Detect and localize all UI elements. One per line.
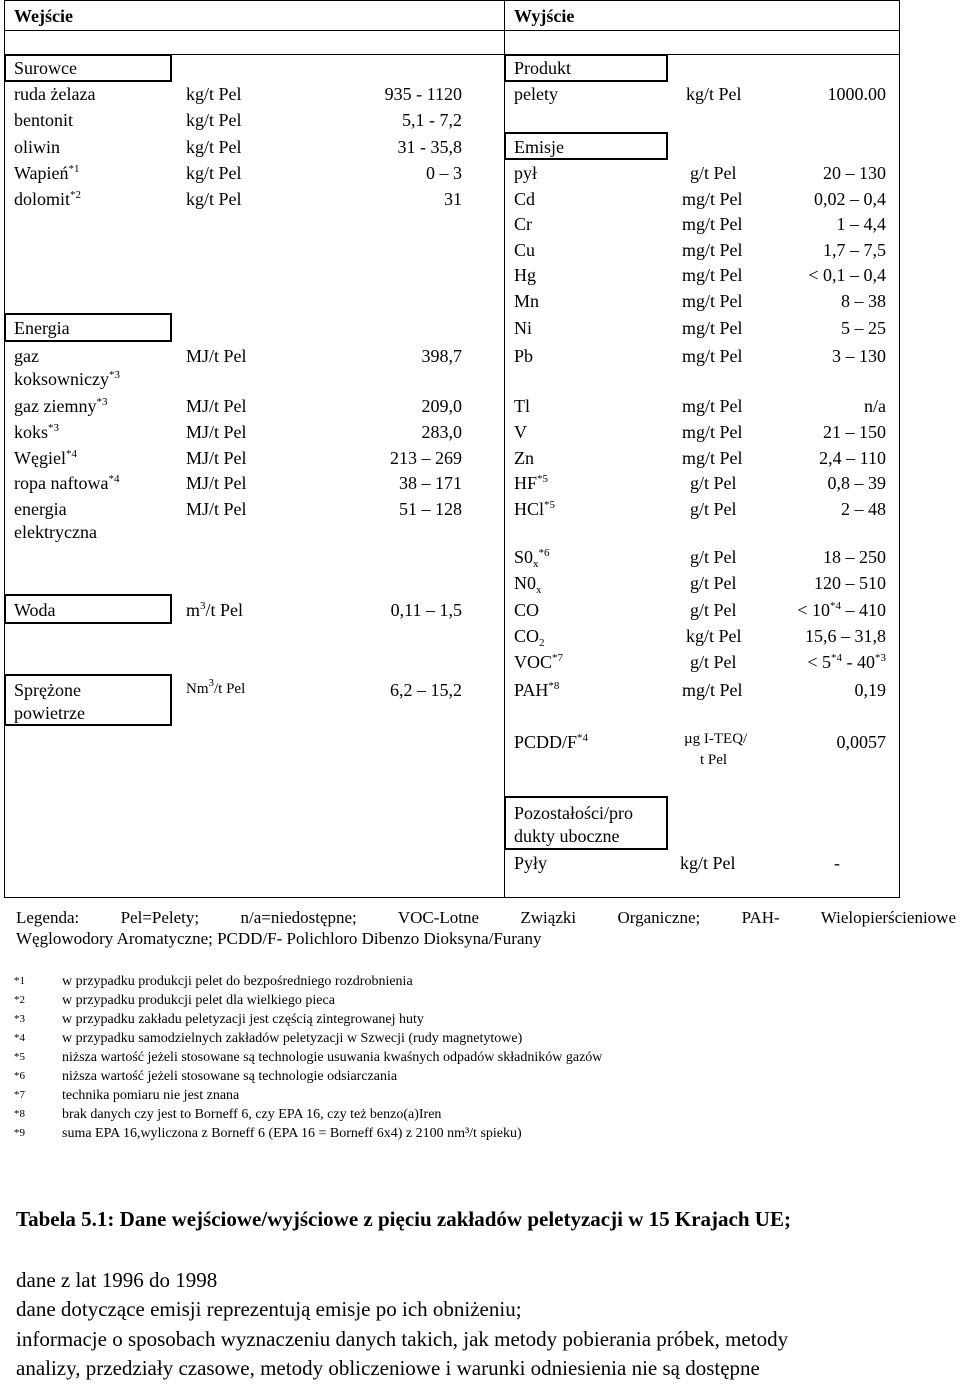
emission-name: Pb — [514, 346, 534, 366]
input-name: Węgiel$^{*4}$ — [14, 448, 77, 468]
emission-name: VOC$^{*7}$ — [514, 652, 564, 672]
emission-value: 8 – 38 — [841, 291, 886, 311]
emissions-label: Emisje — [514, 137, 564, 157]
input-value: 51 – 128 — [399, 499, 462, 519]
input-unit: kg/t Pel — [186, 110, 242, 130]
emission-value: 2,4 – 110 — [819, 448, 886, 468]
header-rule — [4, 30, 900, 31]
input-unit: MJ/t Pel — [186, 396, 247, 416]
emission-value: 15,6 – 31,8 — [805, 626, 886, 646]
residue-value: - — [834, 853, 840, 873]
emission-value: 2 – 48 — [841, 499, 886, 519]
input-name: ruda żelaza — [14, 84, 96, 104]
emission-unit: g/t Pel — [690, 163, 737, 183]
input-value: 209,0 — [421, 396, 462, 416]
emission-name: V — [514, 422, 527, 442]
emission-unit: g/t Pel — [690, 600, 737, 620]
footer-line: dane z lat 1996 do 1998 — [16, 1268, 218, 1292]
emission-value: 3 – 130 — [832, 346, 886, 366]
product-label: Produkt — [514, 58, 572, 78]
input-value: 283,0 — [421, 422, 462, 442]
emission-name: Tl — [514, 396, 530, 416]
output-name: pelety — [514, 84, 558, 104]
input-name: Wapień$^{*1}$ — [14, 163, 80, 183]
input-unit: MJ/t Pel — [186, 473, 247, 493]
emission-name: Zn — [514, 448, 534, 468]
emission-name: HF$^{*5}$ — [514, 473, 549, 493]
emission-value: < $10^{*4} - 410$ — [797, 600, 886, 620]
emission-name: HCl$^{*5}$ — [514, 499, 556, 519]
emission-name: $N0_x$ — [514, 573, 542, 596]
table-border-bottom — [4, 897, 900, 898]
emission-value: 120 – 510 — [814, 573, 886, 593]
emission-unit: kg/t Pel — [686, 626, 742, 646]
emission-name: pył — [514, 163, 538, 183]
input-value: 398,7 — [421, 346, 462, 366]
emission-unit: mg/t Pel — [682, 189, 743, 209]
emission-unit: g/t Pel — [690, 473, 737, 493]
emission-unit: mg/t Pel — [682, 265, 743, 285]
input-name-line1: gaz — [14, 346, 39, 366]
emission-unit-line1: µg I-TEQ/ — [684, 731, 748, 747]
emission-name: $S0_x^{*6}$ — [514, 547, 550, 570]
emission-name: Cu — [514, 240, 536, 260]
table-border-top — [4, 0, 900, 1]
emission-value: 1,7 – 7,5 — [823, 240, 886, 260]
output-header: Wyjście — [514, 6, 575, 26]
legend-line2: Węglowodory Aromatyczne; PCDD/F- Polichloro Dibenzo Dioksyna/Furany — [16, 929, 542, 948]
residue-name: Pyły — [514, 853, 548, 873]
input-name: gaz ziemny$^{*3}$ — [14, 396, 108, 416]
input-name: dolomit$^{*2}$ — [14, 189, 82, 209]
input-unit: kg/t Pel — [186, 163, 242, 183]
emission-value: 0,02 – 0,4 — [814, 189, 886, 209]
input-name-line2: koksowniczy$^{*3}$ — [14, 369, 120, 389]
input-unit: kg/t Pel — [186, 84, 242, 104]
input-unit: MJ/t Pel — [186, 448, 247, 468]
water-label: Woda — [14, 600, 56, 620]
input-name-line2: elektryczna — [14, 522, 97, 542]
emission-unit: mg/t Pel — [682, 291, 743, 311]
residues-label-line1: Pozostałości/pro — [514, 803, 633, 823]
emission-value: < $5^{*4} - 40^{*3}$ — [807, 652, 886, 672]
emission-name: Cr — [514, 214, 532, 234]
legend-line1: Legenda: Pel=Pelety; n/a=niedostępne; VOC-Lotne Związki Organiczne; PAH- Wielopierścieniowe — [16, 908, 956, 927]
input-name: bentonit — [14, 110, 73, 130]
input-value: 0 – 3 — [426, 163, 462, 183]
emission-name: $CO_2$ — [514, 626, 545, 649]
input-unit: kg/t Pel — [186, 137, 242, 157]
emission-unit: g/t Pel — [690, 573, 737, 593]
emission-unit-line2: t Pel — [700, 752, 728, 768]
output-value: 1000.00 — [827, 84, 886, 104]
output-unit: kg/t Pel — [686, 84, 742, 104]
input-value: 31 - 35,8 — [397, 137, 462, 157]
emission-unit: mg/t Pel — [682, 448, 743, 468]
raw-materials-label: Surowce — [14, 58, 77, 78]
input-unit: MJ/t Pel — [186, 346, 247, 366]
input-unit: $m^3/t$ Pel — [186, 600, 244, 620]
emission-value: 0,0057 — [836, 732, 886, 752]
emission-unit: mg/t Pel — [682, 318, 743, 338]
input-value: 31 — [444, 189, 462, 209]
input-name: koks$^{*3}$ — [14, 422, 60, 442]
input-value: 935 - 1120 — [384, 84, 462, 104]
input-unit: kg/t Pel — [186, 189, 242, 209]
emission-unit: g/t Pel — [690, 547, 737, 567]
emission-unit: mg/t Pel — [682, 680, 743, 700]
input-value: 0,11 – 1,5 — [390, 600, 462, 620]
emission-unit: g/t Pel — [690, 499, 737, 519]
emission-value: 1 – 4,4 — [836, 214, 886, 234]
emission-value: 5 – 25 — [841, 318, 886, 338]
residue-unit: kg/t Pel — [680, 853, 736, 873]
energy-label: Energia — [14, 318, 70, 338]
input-value: 38 – 171 — [399, 473, 462, 493]
emission-name: PCDD/$F^{*4}$ — [514, 732, 589, 752]
air-label-line2: powietrze — [14, 703, 85, 723]
emission-name: Ni — [514, 318, 532, 338]
emission-unit: mg/t Pel — [682, 346, 743, 366]
emission-unit: mg/t Pel — [682, 396, 743, 416]
footer-line: analizy, przedziały czasowe, metody obliczeniowe i warunki odniesienia nie są dostępne — [16, 1356, 760, 1380]
footer-line: dane dotyczące emisji reprezentują emisje po ich obniżeniu; — [16, 1297, 522, 1321]
emission-value: 0,19 — [854, 680, 886, 700]
emission-name: CO — [514, 600, 540, 620]
emission-unit: mg/t Pel — [682, 422, 743, 442]
emission-value: n/a — [864, 396, 886, 416]
emission-name: Hg — [514, 265, 536, 285]
table-border-right — [899, 0, 900, 898]
input-unit: Nm$^3$/t Pel — [186, 677, 246, 697]
emission-unit: g/t Pel — [690, 652, 737, 672]
input-name-line1: energia — [14, 499, 67, 519]
input-value: 6,2 – 15,2 — [390, 680, 462, 700]
emission-value: < 0,1 – 0,4 — [808, 265, 886, 285]
input-header: Wejście — [14, 6, 73, 26]
footer-line: informacje o sposobach wyznaczeniu danych takich, jak metody pobierania próbek, metody — [16, 1327, 789, 1351]
table-caption: Tabela 5.1: Dane wejściowe/wyjściowe z pięciu zakładów peletyzacji w 15 Krajach UE; — [16, 1207, 791, 1231]
residues-label-line2: dukty uboczne — [514, 826, 620, 846]
air-label-line1: Sprężone — [14, 680, 81, 700]
emission-value: 20 – 130 — [823, 163, 886, 183]
input-unit: MJ/t Pel — [186, 499, 247, 519]
input-value: 5,1 - 7,2 — [402, 110, 462, 130]
table-border-left — [4, 0, 5, 898]
emission-value: 0,8 – 39 — [827, 473, 886, 493]
emission-value: 18 – 250 — [823, 547, 886, 567]
input-name: ropa naftowa$^{*4}$ — [14, 473, 120, 493]
input-unit: MJ/t Pel — [186, 422, 247, 442]
emission-name: PAH$^{*8}$ — [514, 680, 560, 700]
input-name: oliwin — [14, 137, 61, 157]
emission-name: Mn — [514, 291, 540, 311]
input-value: 213 – 269 — [390, 448, 462, 468]
emission-unit: mg/t Pel — [682, 240, 743, 260]
emission-name: Cd — [514, 189, 536, 209]
emission-value: 21 – 150 — [823, 422, 886, 442]
emission-unit: mg/t Pel — [682, 214, 743, 234]
